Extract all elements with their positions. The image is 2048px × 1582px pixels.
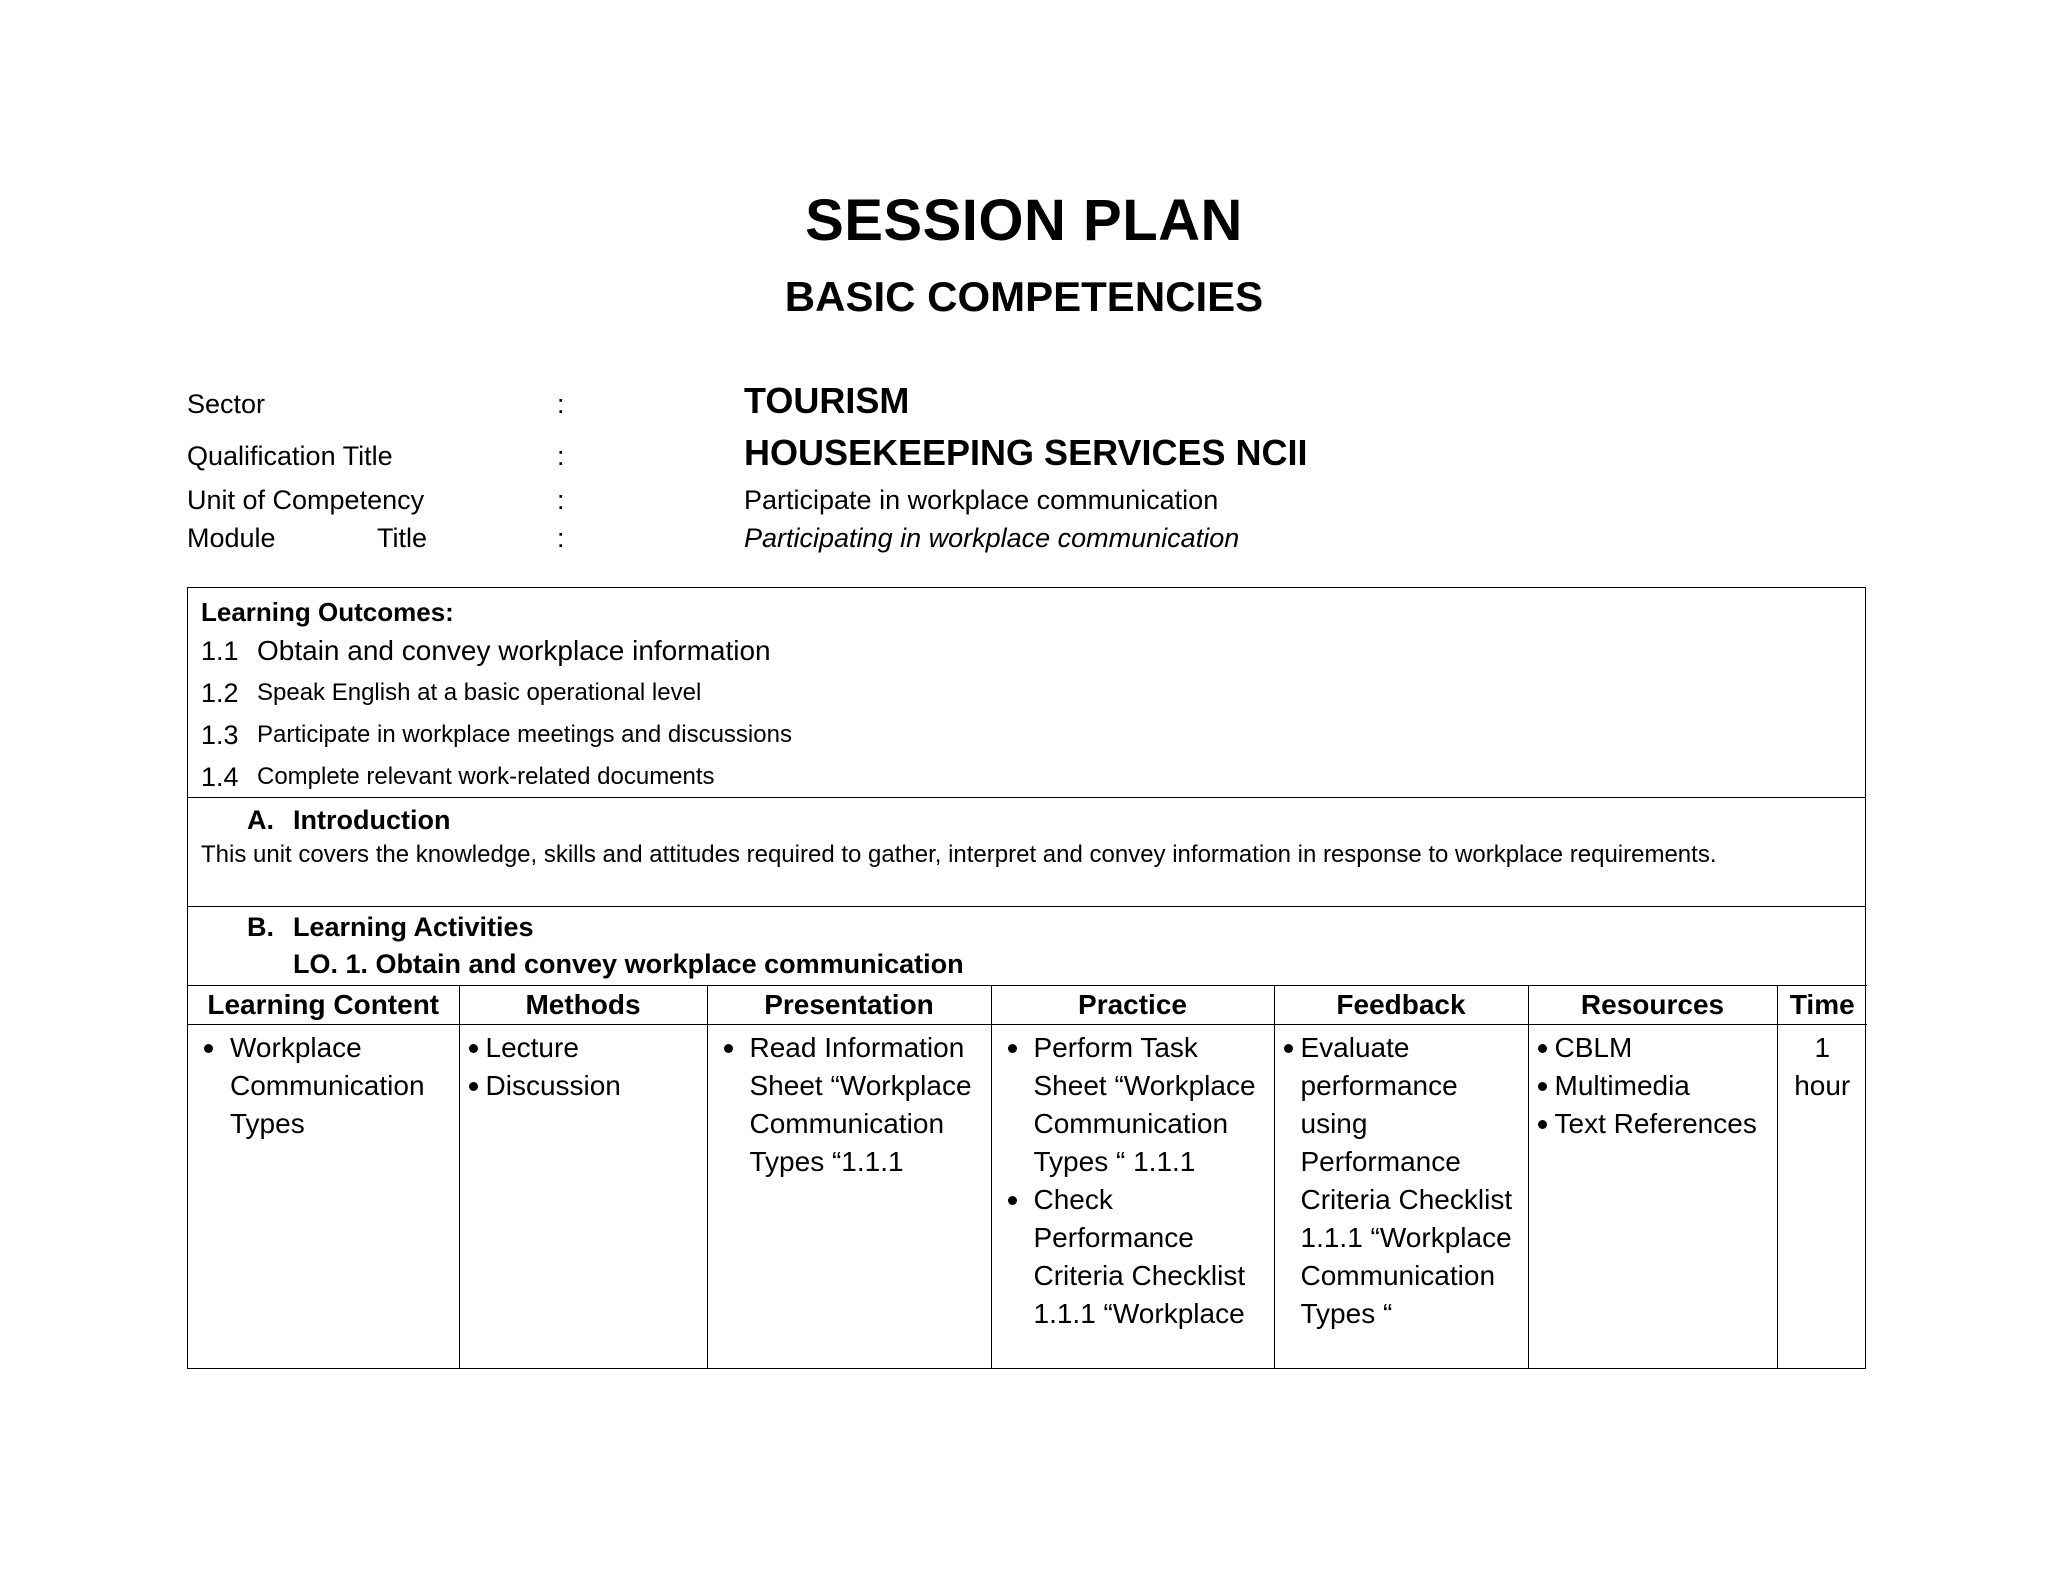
- practice-cell: [991, 1025, 1274, 1368]
- bullet-list: [466, 1029, 701, 1105]
- colon: :: [557, 441, 565, 471]
- table-row: [188, 1025, 1867, 1368]
- module-value: Participating in workplace communication: [744, 523, 1240, 553]
- meta-row-qualification: [187, 422, 1887, 474]
- introduction-section: [188, 798, 1865, 907]
- sector-value: TOURISM: [744, 380, 910, 421]
- session-plan-table: [187, 587, 1866, 1369]
- section-title: Introduction: [293, 805, 451, 835]
- outcome-text: Complete relevant work-related documents: [257, 763, 715, 790]
- meta-row-unit: [187, 474, 1887, 516]
- column-header: Learning Content: [188, 986, 459, 1025]
- outcome-text: Obtain and convey workplace information: [257, 635, 771, 666]
- column-header: Presentation: [707, 986, 991, 1025]
- introduction-heading: [201, 802, 1852, 838]
- section-letter: A.: [247, 805, 274, 835]
- list-item: Multimedia: [1535, 1067, 1771, 1105]
- learning-outcomes-heading: Learning Outcomes:: [201, 597, 454, 627]
- list-item: Text References: [1535, 1105, 1771, 1143]
- page-subtitle: BASIC COMPETENCIES: [784, 273, 1264, 320]
- module-label: [187, 523, 557, 554]
- meta-row-module: [187, 516, 1887, 554]
- colon: :: [557, 523, 565, 553]
- learning-activities-section: [188, 907, 1865, 985]
- qualification-label: Qualification Title: [187, 441, 393, 471]
- list-item: Check Performance Criteria Checklist 1.1.1 “Workplace: [998, 1181, 1268, 1333]
- list-item: Evaluate performance using Performance Criteria Checklist 1.1.1 “Workplace Communication Types “: [1281, 1029, 1522, 1333]
- learning-activities-table: [188, 985, 1867, 1368]
- outcome-number: 1.2: [201, 678, 239, 708]
- list-item: CBLM: [1535, 1029, 1771, 1067]
- unit-label: Unit of Competency: [187, 485, 425, 515]
- learning-content-cell: [188, 1025, 459, 1368]
- module-label-word: Module: [187, 523, 276, 553]
- learning-activities-heading: [201, 909, 1852, 945]
- learning-outcome-item: [201, 714, 1852, 756]
- list-item: Workplace Communication Types: [194, 1029, 453, 1143]
- colon: :: [557, 389, 565, 419]
- list-item: Lecture: [466, 1029, 701, 1067]
- learning-outcome-item: [201, 672, 1852, 714]
- feedback-cell: [1274, 1025, 1528, 1368]
- bullet-list: [1535, 1029, 1771, 1143]
- outcome-text: Speak English at a basic operational level: [257, 679, 702, 706]
- list-item: Perform Task Sheet “Workplace Communication Types “ 1.1.1: [998, 1029, 1268, 1181]
- title-label-word: Title: [376, 523, 427, 553]
- outcome-number: 1.4: [201, 762, 239, 792]
- resources-cell: [1528, 1025, 1777, 1368]
- section-title: Learning Activities: [293, 912, 534, 942]
- section-letter: B.: [247, 912, 274, 942]
- lo-title: LO. 1. Obtain and convey workplace communication: [293, 949, 964, 979]
- page-title: SESSION PLAN: [805, 188, 1243, 253]
- introduction-text: This unit covers the knowledge, skills and attitudes required to gather, interpret and convey information in response to workplace requirements.: [201, 841, 1717, 868]
- bullet-list: [1281, 1029, 1522, 1333]
- list-item: Read Information Sheet “Workplace Communication Types “1.1.1: [714, 1029, 985, 1181]
- bullet-list: [998, 1029, 1268, 1333]
- outcome-text: Participate in workplace meetings and discussions: [257, 721, 792, 748]
- list-item: Discussion: [466, 1067, 701, 1105]
- learning-outcome-item: [201, 756, 1852, 798]
- column-header: Methods: [459, 986, 707, 1025]
- meta-row-sector: [187, 372, 1887, 422]
- outcome-number: 1.3: [201, 720, 239, 750]
- column-header: Practice: [991, 986, 1274, 1025]
- column-header: Resources: [1528, 986, 1777, 1025]
- sector-label: Sector: [187, 389, 266, 419]
- methods-cell: [459, 1025, 707, 1368]
- outcome-number: 1.1: [201, 636, 239, 666]
- learning-outcome-item: [201, 630, 1852, 672]
- unit-value: Participate in workplace communication: [744, 485, 1219, 515]
- learning-outcomes-section: [188, 588, 1865, 798]
- table-header-row: [188, 986, 1867, 1025]
- column-header: Feedback: [1274, 986, 1528, 1025]
- bullet-list: [714, 1029, 985, 1181]
- bullet-list: [194, 1029, 453, 1143]
- time-cell: 1 hour: [1777, 1025, 1867, 1368]
- presentation-cell: [707, 1025, 991, 1368]
- column-header: Time: [1777, 986, 1867, 1025]
- qualification-value: HOUSEKEEPING SERVICES NCII: [744, 432, 1308, 473]
- colon: :: [557, 485, 565, 515]
- plan-meta: [187, 372, 1887, 554]
